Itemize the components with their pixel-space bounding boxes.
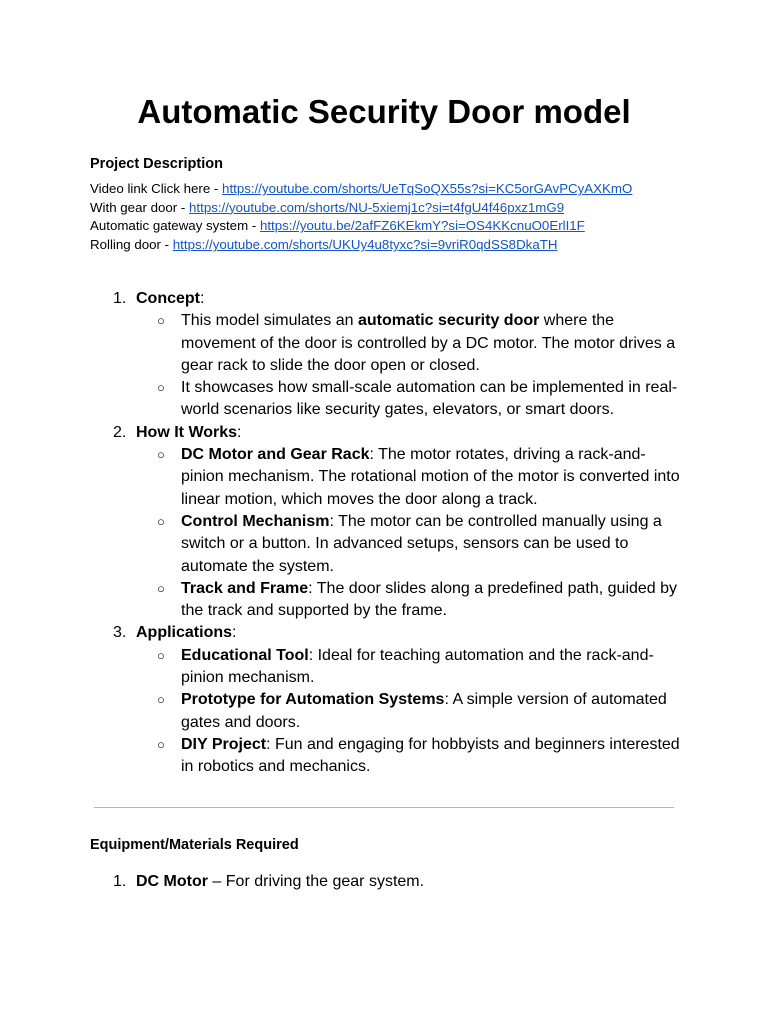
- item-bold-text: Prototype for Automation Systems: [181, 691, 445, 709]
- item-bold-text: DC Motor: [136, 873, 208, 890]
- link-row: [90, 199, 632, 218]
- list-subitem: [0, 734, 768, 779]
- link-label: Video link Click here -: [90, 181, 223, 196]
- section-heading: Applications: [136, 624, 233, 642]
- section-heading: How It Works: [136, 423, 238, 441]
- item-text: where the movement of the door is controlled by a DC motor. The motor drives a gear rack to slide the door open or closed.: [181, 312, 676, 374]
- heading-suffix: :: [200, 290, 205, 307]
- equipment-list: [0, 871, 768, 893]
- list-number: 1.: [113, 290, 127, 307]
- list-number: 1.: [113, 873, 127, 890]
- item-text: : The motor rotates, driving a rack-and-pinion mechanism. The rotational motion of the motor is converted into linear motion, which moves the door along a track.: [181, 446, 680, 508]
- link-label: Automatic gateway system -: [90, 218, 260, 234]
- item-bold-text: DC Motor and Gear Rack: [181, 446, 370, 464]
- item-bold-text: Control Mechanism: [181, 512, 330, 530]
- item-bold-text: Track and Frame: [181, 579, 309, 597]
- item-text: : The door slides along a predefined path, guided by the track and supported by the frame.: [181, 579, 678, 620]
- item-text: : A simple version of automated gates and doors.: [181, 691, 667, 731]
- document-title: Automatic Security Door model: [137, 93, 631, 130]
- item-text: : Fun and engaging for hobbyists and beginners interested in robotics and mechanics.: [181, 735, 680, 776]
- hollow-bullet-icon: ○: [157, 692, 165, 708]
- link-row: [90, 236, 632, 255]
- heading-suffix: :: [237, 423, 242, 441]
- item-text: It showcases how small-scale automation can be implemented in real-world scenarios like security gates, elevators, or smart doors.: [181, 379, 678, 419]
- list-item-how-it-works: [0, 422, 768, 444]
- item-bold-text: DIY Project: [181, 735, 267, 753]
- list-subitem: [0, 444, 768, 511]
- horizontal-divider: [94, 807, 674, 808]
- list-number: 3.: [113, 624, 127, 642]
- list-subitem: [0, 310, 768, 377]
- item-text: : The motor can be controlled manually using a switch or a button. In advanced setups, sensors can be used to automate the system.: [181, 512, 662, 575]
- list-item-concept: [0, 288, 768, 310]
- project-links: [90, 180, 632, 255]
- hollow-bullet-icon: ○: [157, 313, 165, 329]
- hollow-bullet-icon: ○: [157, 736, 165, 752]
- list-subitem: [0, 645, 768, 690]
- hollow-bullet-icon: ○: [157, 513, 165, 529]
- item-text: This model simulates an: [181, 312, 358, 330]
- list-subitem: [0, 511, 768, 578]
- link-row: [90, 180, 632, 199]
- hollow-bullet-icon: ○: [157, 447, 165, 463]
- hollow-bullet-icon: ○: [157, 380, 165, 396]
- item-bold-text: Educational Tool: [181, 646, 309, 664]
- outline-list: [0, 288, 768, 779]
- hollow-bullet-icon: ○: [157, 647, 165, 663]
- hollow-bullet-icon: ○: [157, 580, 165, 596]
- section-heading: Concept: [136, 290, 200, 307]
- item-bold-text: automatic security door: [357, 312, 540, 330]
- list-item-dc-motor: [0, 871, 768, 893]
- project-description-heading: Project Description: [90, 156, 223, 172]
- item-text: – For driving the gear system.: [207, 873, 425, 890]
- video-link[interactable]: https://youtube.com/shorts/UeTqSoQX55s?si=KC5orGAvPCyAXKmO: [222, 181, 633, 196]
- gear-door-link[interactable]: https://youtube.com/shorts/NU-5xiemj1c?si=t4fgU4f46pxz1mG9: [189, 199, 565, 215]
- gateway-system-link[interactable]: https://youtu.be/2afFZ6KEkmY?si=OS4KKcnuO0ErlI1F: [259, 218, 585, 234]
- item-text: : Ideal for teaching automation and the rack-and-pinion mechanism.: [181, 646, 654, 687]
- list-number: 2.: [113, 423, 127, 441]
- link-label: With gear door -: [90, 199, 190, 215]
- list-subitem: [0, 377, 768, 422]
- heading-suffix: :: [232, 624, 237, 642]
- link-row: [90, 217, 632, 236]
- list-subitem: [0, 578, 768, 623]
- equipment-heading: Equipment/Materials Required: [90, 837, 299, 853]
- list-subitem: [0, 689, 768, 734]
- rolling-door-link[interactable]: https://youtube.com/shorts/UKUy4u8tyxc?si=9vriR0qdSS8DkaTH: [172, 237, 558, 253]
- link-label: Rolling door -: [90, 237, 173, 253]
- list-item-applications: [0, 622, 768, 644]
